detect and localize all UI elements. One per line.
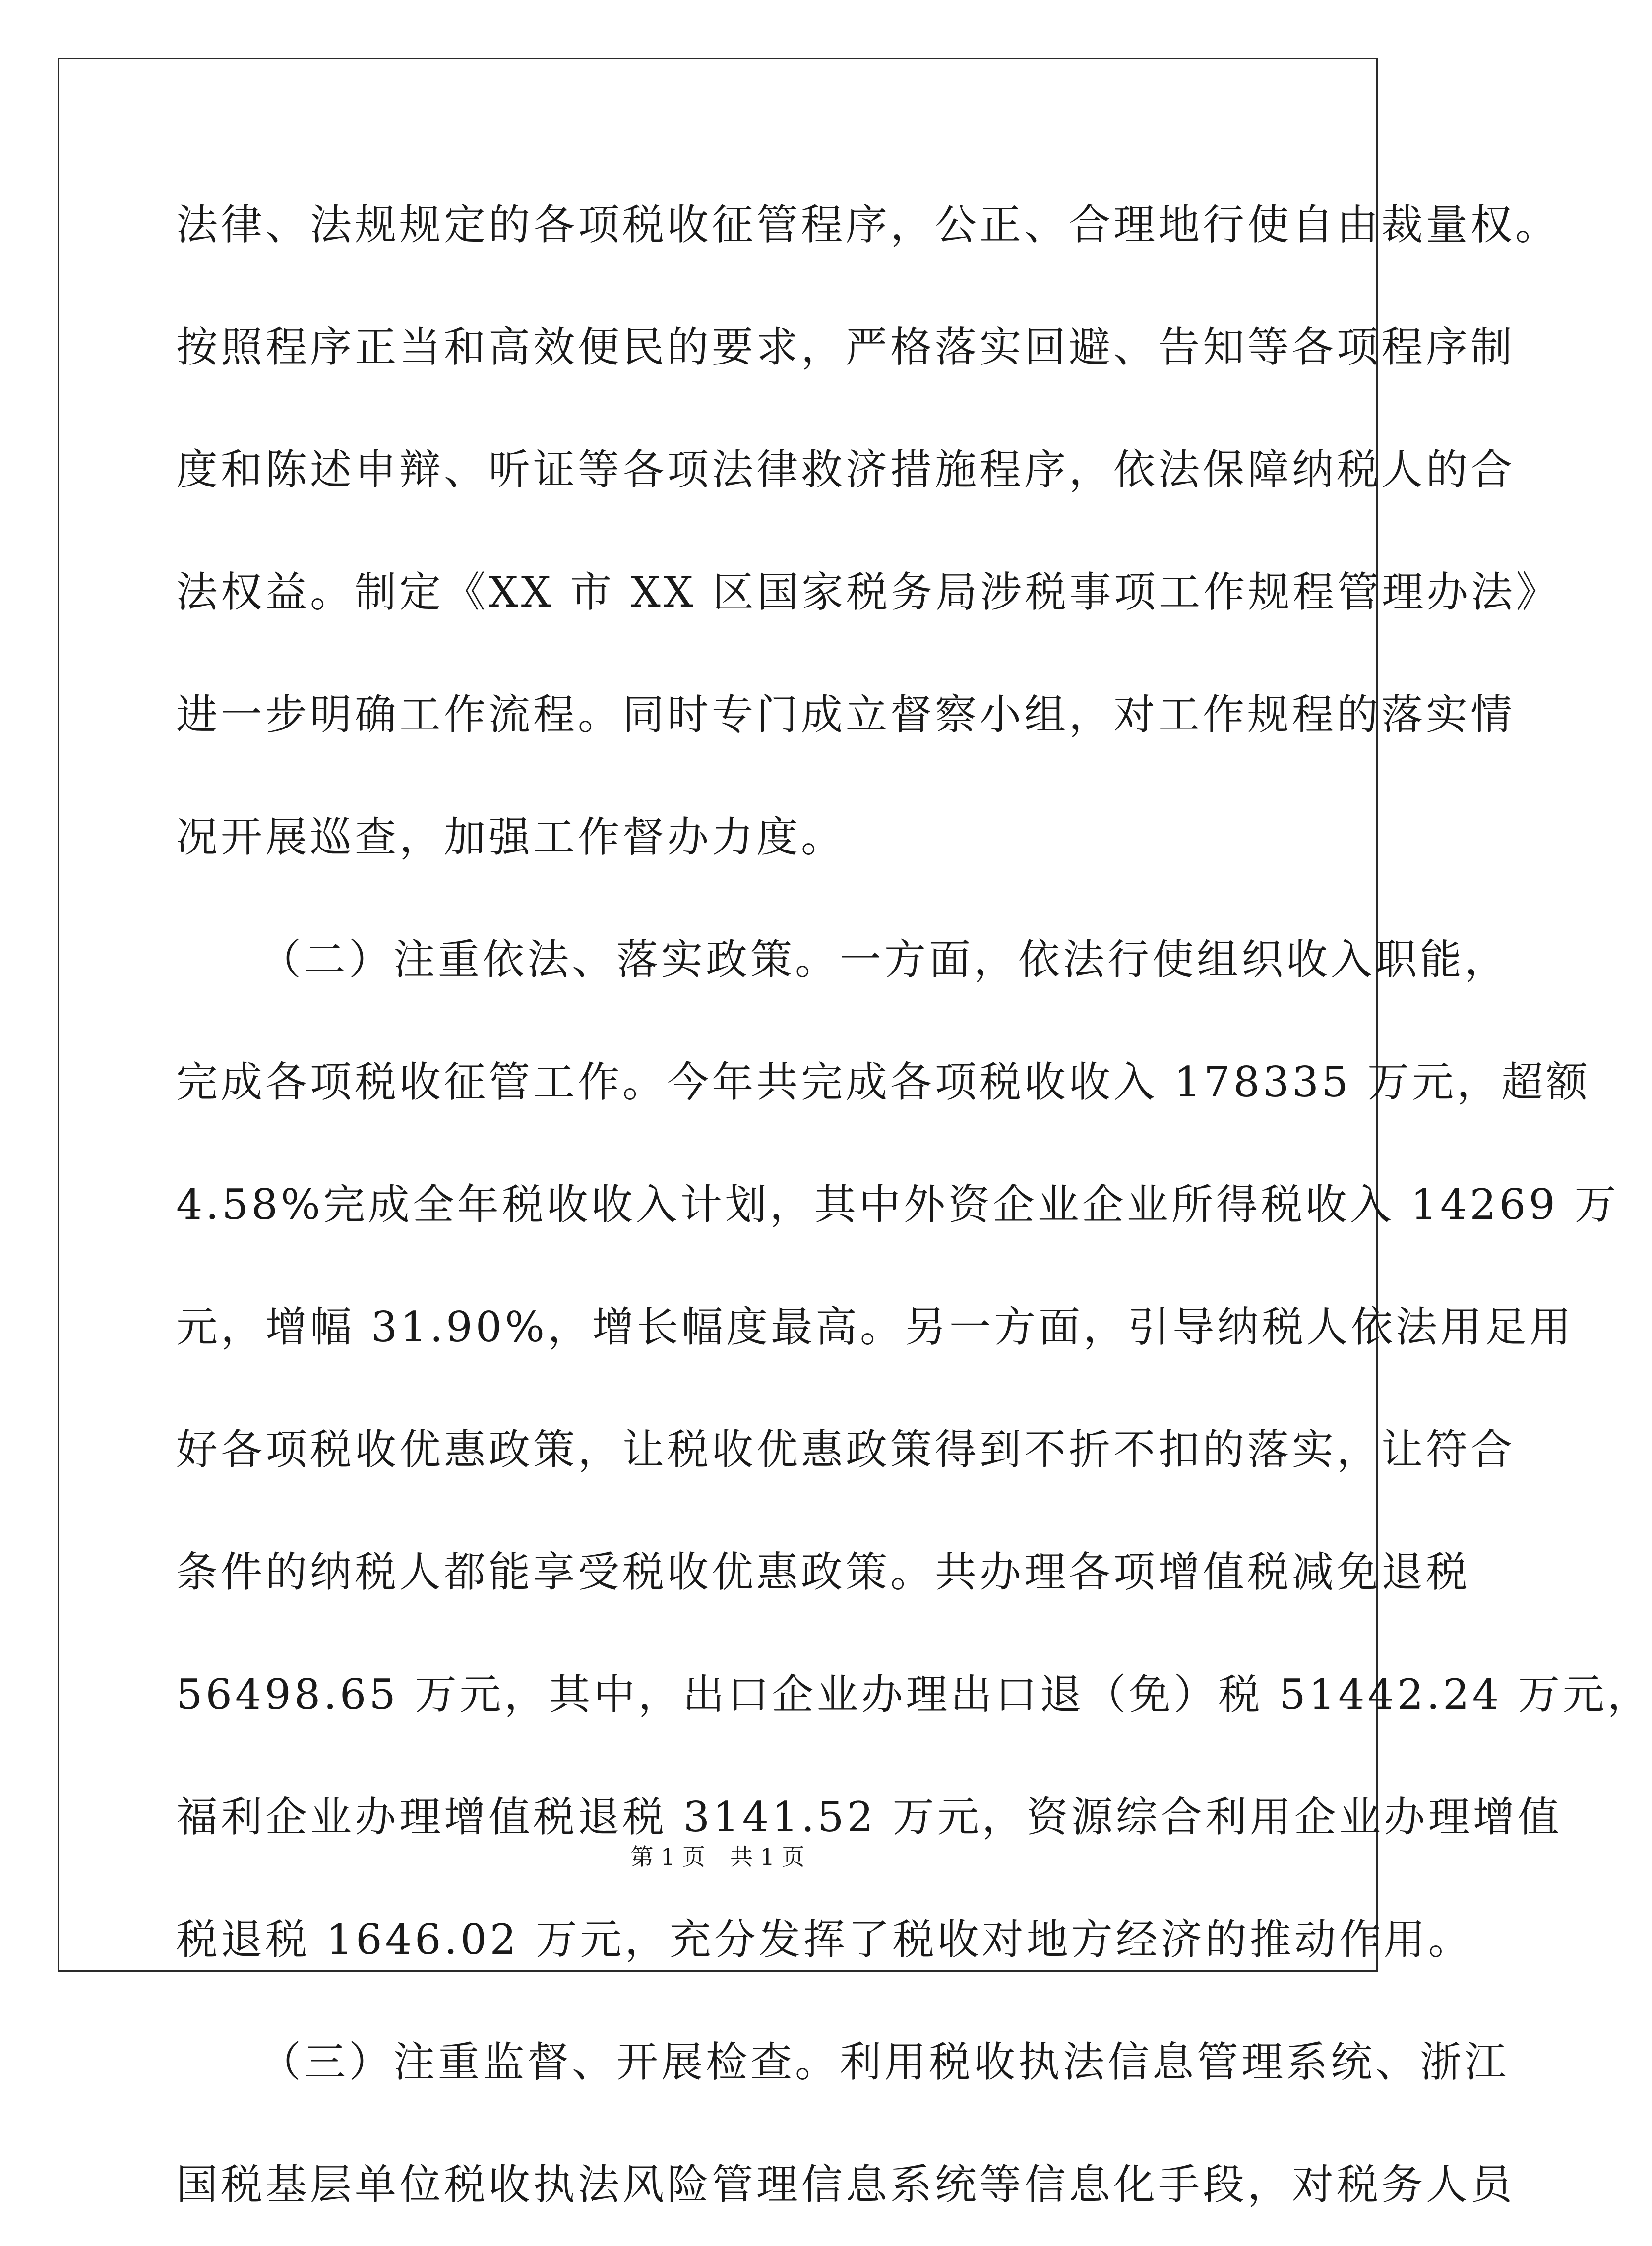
text-line: 税退税 1646.02 万元，充分发挥了税收对地方经济的推动作用。 [176,1915,1473,1964]
text-line: 条件的纳税人都能享受税收优惠政策。共办理各项增值税减免退税 [176,1548,1471,1596]
paragraph-heading-line: （二）注重依法、落实政策。一方面，依法行使组织收入职能， [259,935,1510,984]
text-line: 况开展巡查，加强工作督办力度。 [176,813,846,861]
text-line: 法律、法规规定的各项税收征管程序，公正、合理地行使自由裁量权。 [176,200,1560,249]
text-line: 国税基层单位税收执法风险管理信息系统等信息化手段，对税务人员 [176,2160,1516,2209]
text-line: 法权益。制定《XX 市 XX 区国家税务局涉税事项工作规程管理办法》 [176,568,1561,616]
page-number: 第 1 页 [630,1843,705,1870]
text-line: 进一步明确工作流程。同时专门成立督察小组，对工作规程的落实情 [176,690,1516,739]
text-line: 度和陈述申辩、听证等各项法律救济措施程序，依法保障纳税人的合 [176,445,1516,494]
page-footer [0,1842,1435,1872]
text-line: 好各项税收优惠政策，让税收优惠政策得到不折不扣的落实，让符合 [176,1425,1516,1474]
paragraph-heading-line: （三）注重监督、开展检查。利用税收执法信息管理系统、浙江 [259,2038,1510,2086]
document-body [176,164,1652,2246]
text-line: 福利企业办理增值税退税 3141.52 万元，资源综合利用企业办理增值 [176,1793,1562,1841]
text-line: 4.58%完成全年税收收入计划，其中外资企业企业所得税收入 14269 万 [176,1180,1619,1229]
text-line: 完成各项税收征管工作。今年共完成各项税收收入 178335 万元，超额 [176,1058,1591,1106]
text-line: 元，增幅 31.90%，增长幅度最高。另一方面，引导纳税人依法用足用 [176,1303,1574,1351]
text-line: 56498.65 万元，其中，出口企业办理出口退（免）税 51442.24 万元， [176,1670,1652,1719]
text-line: 按照程序正当和高效便民的要求，严格落实回避、告知等各项程序制 [176,323,1516,371]
page-total: 共 1 页 [730,1843,805,1870]
